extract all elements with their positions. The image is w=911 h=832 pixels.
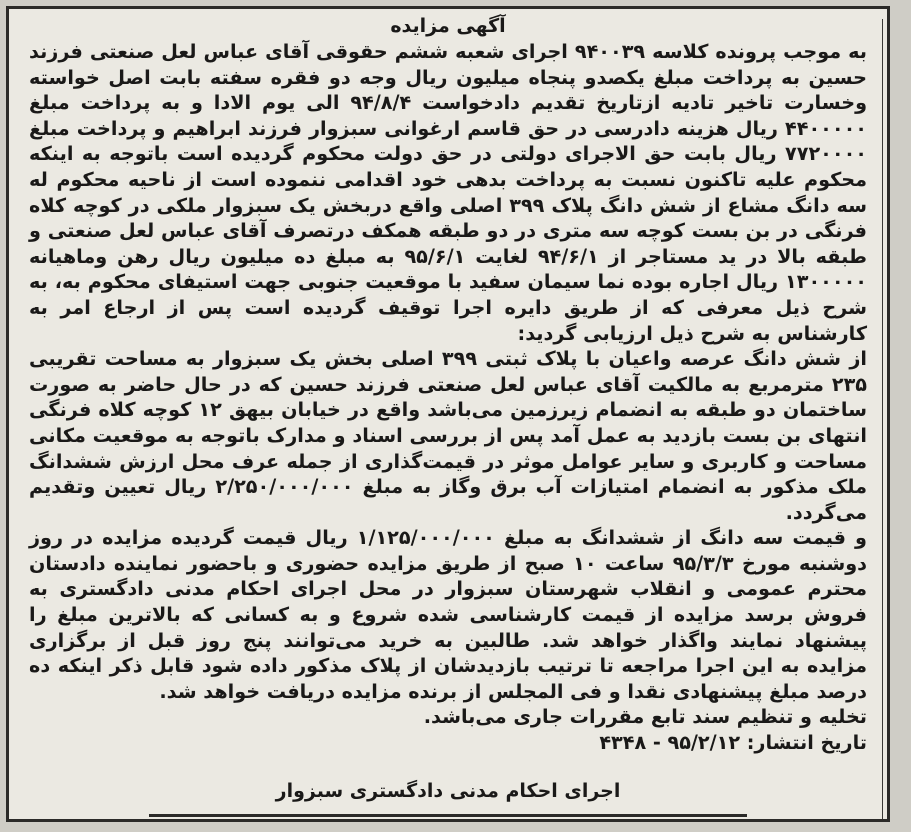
notice-paragraph-4: تخلیه و تنظیم سند تابع مقررات جاری می‌باشد. bbox=[423, 705, 867, 729]
bottom-divider bbox=[149, 814, 747, 817]
column-rule bbox=[882, 19, 883, 822]
notice-title: آگهی مزایده bbox=[390, 15, 506, 37]
notice-paragraph-3: و قیمت سه دانگ از ششدانگ به مبلغ ۱/۱۲۵/۰۰۰/۰۰۰ ریال قیمت گردیده مزایده در روز دوشنبه مورخ ۹۵/۳/۳ ساعت ۱۰ صبح از طریق مزایده حضوری و باحضور نماینده دادستان محترم عمومی و انقلاب شهرستان سبزوار در محل اجرای احکام مدنی دادگستری به فروش برسد مزایده از قیمت کارشناسی شده شروع و به کسانی که بالاترین مبلغ را پیشنهاد نمایند واگذار خواهد شد. طالبین به خرید می‌توانند پنج روز قبل از برگزاری مزایده به این اجرا مراجعه تا ترتیب بازدیدشان از پلاک مذکور داده شود قابل ذکر اینکه ده درصد مبلغ پیشنهادی نقدا و فی المجلس از برنده مزایده دریافت خواهد شد. bbox=[29, 526, 867, 703]
publish-date: تاریخ انتشار: ۹۵/۲/۱۲ - ۴۳۴۸ bbox=[599, 731, 867, 755]
newspaper-clipping bbox=[6, 6, 890, 822]
issuer-signature: اجرای احکام مدنی دادگستری سبزوار bbox=[275, 779, 621, 802]
notice-paragraph-1: به موجب پرونده کلاسه ۹۴۰۰۳۹ اجرای شعبه ششم حقوقی آقای عباس لعل صنعتی فرزند حسین به پرداخت مبلغ یکصدو پنجاه میلیون ریال وجه دو فقره سفته بابت اصل خواسته وخسارت تاخیر تادیه ازتاریخ تقدیم دادخواست ۹۴/۸/۴ الی یوم الادا و به پرداخت مبلغ ۴۴۰۰۰۰۰ ریال هزینه دادرسی در حق قاسم ارغوانی سبزوار فرزند ابراهیم و پرداخت مبلغ ۷۷۲۰۰۰۰ ریال بابت حق الاجرای دولتی در حق دولت محکوم گردیده است باتوجه به اینکه محکوم علیه تاکنون نسبت به پرداخت بدهی خود اقدامی ننموده است از ناحیه محکوم له سه دانگ مشاع از شش دانگ پلاک ۳۹۹ اصلی واقع دربخش یک سبزوار ملکی در کوچه کلاه فرنگی در بن بست کوچه سه متری در دو طبقه همکف درتصرف آقای عباس لعل صنعتی و طبقه بالا در ید مستاجر از ۹۴/۶/۱ لغایت ۹۵/۶/۱ به مبلغ ده میلیون ریال رهن وماهیانه ۱۳۰۰۰۰۰ ریال اجاره بوده نما سیمان سفید با موقعیت جنوبی جهت استیفای محکوم به، به شرح ذیل معرفی که از طریق دایره اجرا توقیف گردیده است پس از ارجاع امر به کارشناس به شرح ذیل ارزیابی گردید: bbox=[29, 40, 868, 345]
notice-body bbox=[29, 13, 867, 804]
notice-paragraph-2: از شش دانگ عرصه واعیان با پلاک ثبتی ۳۹۹ اصلی بخش یک سبزوار به مساحت تقریبی ۲۳۵ مترمربع به مالکیت آقای عباس لعل صنعتی فرزند حسین که در حال حاضر به صورت ساختمان دو طبقه به انضمام زیرزمین می‌باشد واقع در خیابان بیهق ۱۲ کوچه کلاه فرنگی انتهای بن بست بازدید به عمل آمد پس از بررسی اسناد و مدارک باتوجه به موقعیت مکانی مساحت و کاربری و سایر عوامل موثر در قیمت‌گذاری از جمله عرف محل ارزش ششدانگ ملک مذکور به انضمام امتیازات آب برق وگاز به مبلغ ۲/۲۵۰/۰۰۰/۰۰۰ ریال تعیین وتقدیم می‌گردد. bbox=[29, 347, 868, 524]
